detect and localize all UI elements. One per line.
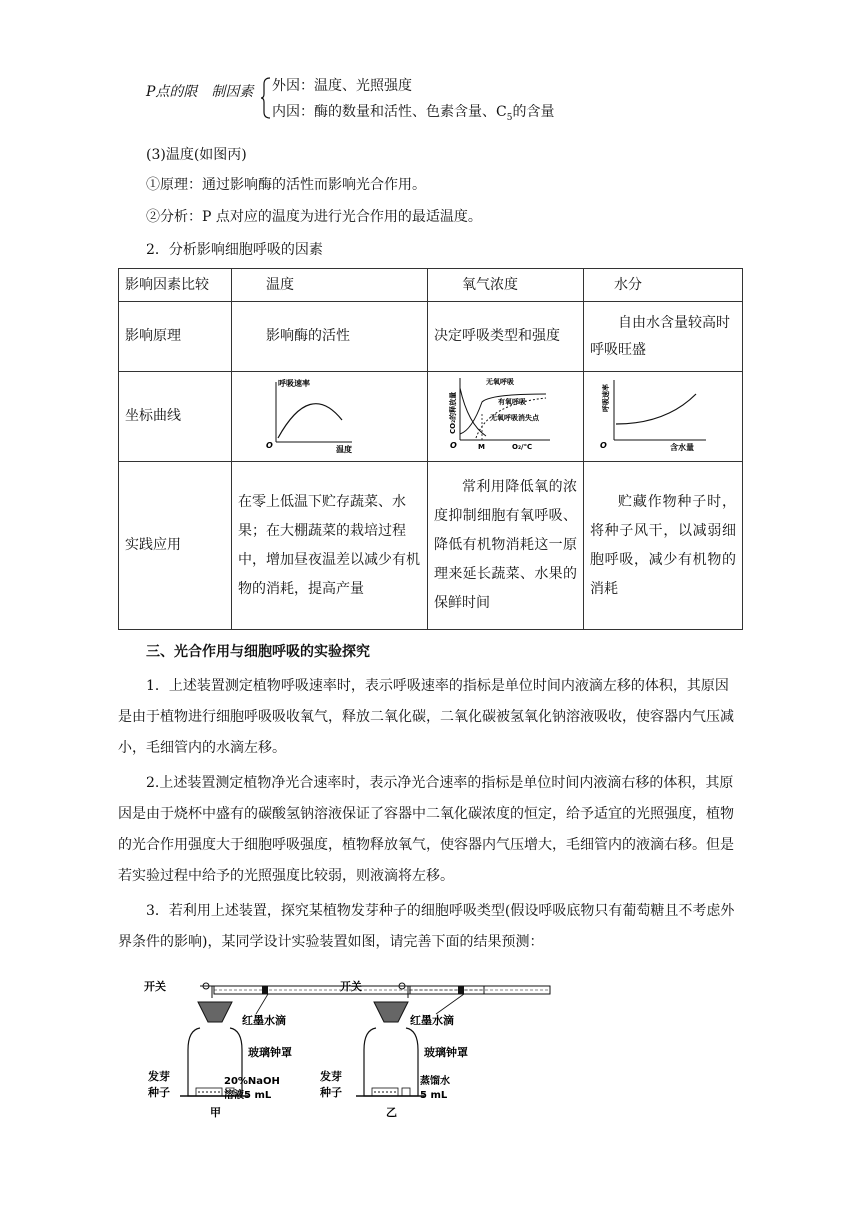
- table-row: [119, 302, 743, 372]
- temp-curve-chart: [262, 376, 372, 454]
- paragraph-2: 2.上述装置测定植物净光合速率时，表示净光合速率的指标是单位时间内液滴右移的体积，其原因是由于烧杯中盛有的碳酸氢钠溶液保证了容器中二氧化碳浓度的恒定，给予适宜的光照强度，植物的光合作用强度大于细胞呼吸强度，植物释放氧气，使容器内气压增大，毛细管内的液滴右移。但是若实验过程中给予的光照强度比较弱，则液滴将左移。: [118, 775, 734, 884]
- chart-ylabel: CO₂的释放量: [449, 391, 457, 434]
- chart-legend: 有氧呼吸: [498, 397, 526, 406]
- water-curve-chart: [596, 374, 716, 450]
- internal-factor: 内因：酶的数量和活性、色素含量、$C_5$的含量: [272, 104, 555, 123]
- drop-label: 红墨水滴: [242, 1014, 286, 1027]
- cell-text: 自由水含量较高时呼吸旺盛: [584, 302, 743, 372]
- temp-analysis: ②分析：P 点对应的温度为进行光合作用的最适温度。: [146, 209, 482, 225]
- temp-principle: ①原理：通过影响酶的活性而影响光合作用。: [146, 177, 426, 193]
- figure-caption: 乙: [386, 1106, 397, 1119]
- table-row: [119, 372, 743, 462]
- temp-chart-cell: [232, 372, 428, 462]
- bell-label: 玻璃钟罩: [424, 1046, 468, 1059]
- apparatus-yi: [319, 979, 550, 1119]
- switch-label: 开关: [144, 980, 166, 993]
- table-row: [119, 462, 743, 630]
- paragraph-3: 3．若利用上述装置，探究某植物发芽种子的细胞呼吸类型(假设呼吸底物只有葡萄糖且不考虑外界条件的影响)，某同学设计实验装置如图，请完善下面的结果预测：: [118, 903, 735, 950]
- section3-title: 三、光合作用与细胞呼吸的实验探究: [146, 644, 370, 660]
- chart-origin: O: [450, 440, 457, 450]
- cell-text: 贮藏作物种子时，将种子风干，以减弱细胞呼吸，减少有机物的消耗: [584, 462, 743, 630]
- chart-ylabel: 呼吸速率: [278, 378, 310, 388]
- oxygen-chart-cell: [428, 372, 584, 462]
- chart-legend: 无氧呼吸: [486, 377, 514, 386]
- solution-label: 20%NaOH: [224, 1076, 280, 1087]
- chart-xlabel: O₂/℃: [512, 442, 533, 451]
- table-header-row: [119, 269, 743, 302]
- row-label: 影响原理: [119, 302, 232, 372]
- cell-text: 常利用降低氧的浓度抑制细胞有氧呼吸、降低有机物消耗这一原理来延长蔬菜、水果的保鲜时间: [428, 462, 584, 630]
- apparatus-figure: [140, 976, 520, 1126]
- chart-xlabel: 温度: [336, 444, 352, 454]
- cell-text: 决定呼吸类型和强度: [428, 302, 584, 372]
- chart-xlabel: 含水量: [670, 442, 694, 452]
- seed-label: 发芽: [148, 1070, 170, 1083]
- table-header: 影响因素比较: [119, 269, 232, 302]
- switch-label: 开关: [340, 980, 362, 993]
- bell-label: 玻璃钟罩: [248, 1046, 292, 1059]
- row-label: 实践应用: [119, 462, 232, 630]
- water-chart-cell: [584, 372, 743, 462]
- p-point-label: P点的限 制因素: [146, 84, 254, 100]
- table-header: 温度: [232, 269, 428, 302]
- temp-section-title: (3)温度(如图丙): [146, 147, 247, 163]
- external-factor: 外因：温度、光照强度: [272, 78, 412, 94]
- respiration-heading: 2．分析影响细胞呼吸的因素: [146, 242, 323, 258]
- solution-label: 5 mL: [420, 1090, 448, 1101]
- paragraph-1: 1．上述装置测定植物呼吸速率时，表示呼吸速率的指标是单位时间内液滴左移的体积，其原因是由于植物进行细胞呼吸吸收氧气，释放二氧化碳，二氧化碳被氢氧化钠溶液吸收，使容器内气压减小，毛细管内的水滴左移。: [118, 678, 734, 756]
- factor-table: [118, 268, 743, 630]
- chart-origin: O: [266, 440, 273, 450]
- seed-label: 种子: [320, 1086, 342, 1099]
- cell-text: 在零上低温下贮存蔬菜、水果；在大棚蔬菜的栽培过程中，增加昼夜温差以减少有机物的消耗，提高产量: [232, 462, 428, 630]
- cell-text: 影响酶的活性: [232, 302, 428, 372]
- solution-label: 蒸馏水: [420, 1076, 450, 1087]
- oxygen-curve-chart: [446, 374, 566, 450]
- chart-tick: M: [478, 442, 485, 451]
- brace-icon: [260, 76, 272, 120]
- chart-legend: 无氧呼吸消失点: [490, 413, 539, 422]
- chart-ylabel: 呼吸速率: [602, 383, 610, 412]
- figure-caption: 甲: [210, 1106, 221, 1119]
- seed-label: 种子: [148, 1086, 170, 1099]
- table-header: 水分: [584, 269, 743, 302]
- drop-label: 红墨水滴: [410, 1014, 454, 1027]
- seed-label: 发芽: [320, 1070, 342, 1083]
- chart-origin: O: [600, 440, 607, 450]
- solution-label: 溶液5 mL: [224, 1090, 272, 1101]
- row-label: 坐标曲线: [119, 372, 232, 462]
- table-header: 氧气浓度: [428, 269, 584, 302]
